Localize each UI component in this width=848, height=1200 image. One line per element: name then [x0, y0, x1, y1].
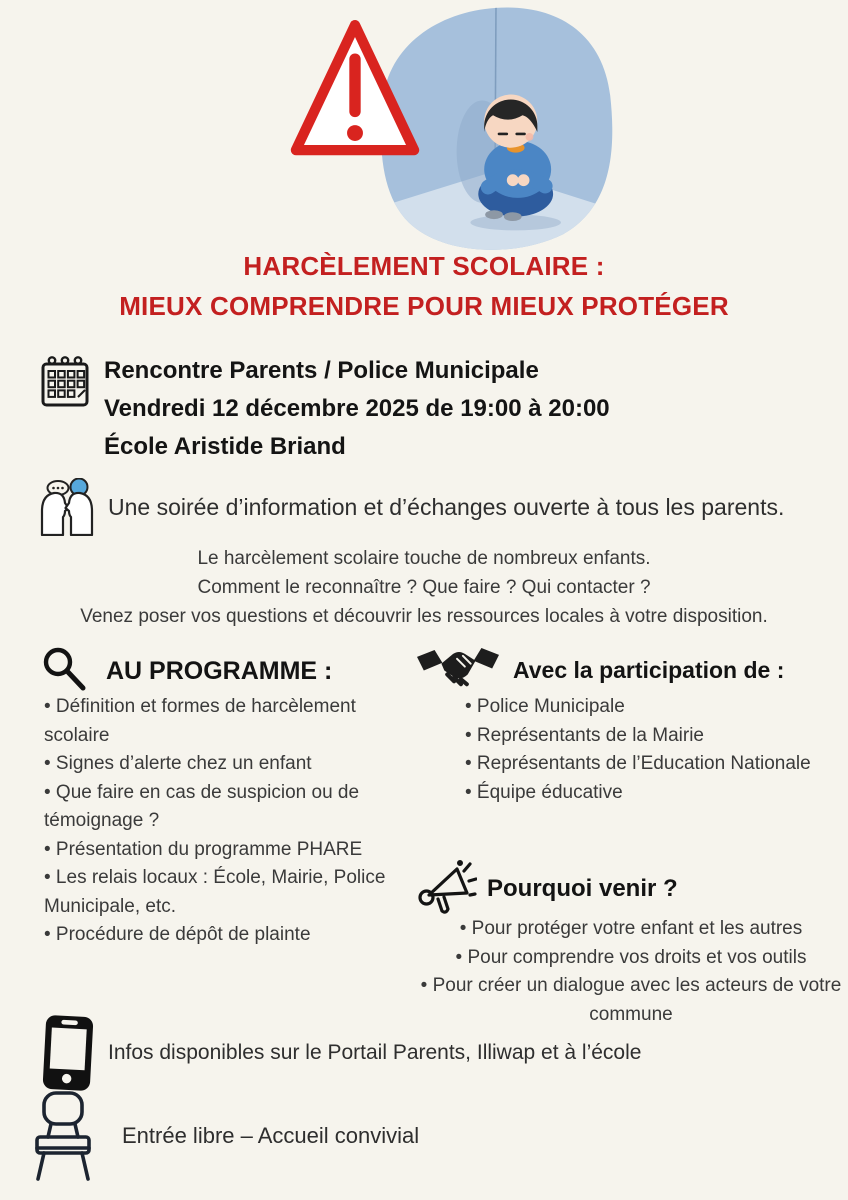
- list-item: • Procédure de dépôt de plainte: [44, 924, 311, 945]
- smartphone-icon: [40, 1013, 96, 1094]
- intro-row: [34, 478, 784, 536]
- list-item: Le harcèlement scolaire touche de nombreux enfants.: [197, 548, 651, 569]
- event-location: École Aristide Briand: [104, 433, 346, 460]
- list-item: • Représentants de l’Education Nationale: [465, 753, 811, 774]
- chair-icon: [30, 1090, 96, 1182]
- two-people-talking-icon: [34, 478, 100, 536]
- list-item: • Les relais locaux : École, Mairie, Police Municipale, etc.: [44, 867, 386, 917]
- event-details: [38, 352, 610, 466]
- why-list: [415, 915, 847, 1029]
- list-item: • Équipe éducative: [465, 781, 623, 803]
- megaphone-icon: [415, 859, 477, 919]
- magnifying-glass-icon: [42, 647, 90, 695]
- list-item: • Pour créer un dialogue avec les acteurs de votre commune: [420, 975, 842, 1025]
- entry-text: Entrée libre – Accueil convivial: [122, 1123, 420, 1148]
- why-heading: Pourquoi venir ?: [487, 875, 678, 902]
- entry-row: [30, 1090, 419, 1182]
- why-heading-row: [415, 859, 678, 919]
- program-list: [44, 693, 410, 950]
- title-line-2: MIEUX COMPRENDRE POUR MIEUX PROTÉGER: [119, 291, 729, 321]
- list-item: • Pour protéger votre enfant et les autres: [459, 918, 803, 939]
- list-item: • Pour comprendre vos droits et vos outils: [455, 946, 807, 968]
- participation-heading-row: [417, 648, 784, 693]
- participation-list: [465, 693, 833, 807]
- title-line-1: HARCÈLEMENT SCOLAIRE :: [243, 251, 605, 281]
- warning-triangle-icon: [286, 16, 424, 166]
- intro-text: Une soirée d’information et d’échanges ouverte à tous les parents.: [108, 493, 785, 520]
- list-item: • Signes d’alerte chez un enfant: [44, 753, 312, 774]
- event-title: Rencontre Parents / Police Municipale: [104, 357, 539, 384]
- participation-heading: Avec la participation de :: [513, 657, 785, 683]
- description: [0, 544, 848, 631]
- page-title: [0, 246, 848, 326]
- event-date: Vendredi 12 décembre 2025 de 19:00 à 20:00: [104, 395, 610, 422]
- program-heading-row: [42, 647, 332, 695]
- info-text: Infos disponibles sur le Portail Parents, Illiwap et à l’école: [108, 1041, 642, 1064]
- calendar-icon: [38, 354, 92, 410]
- handshake-icon: [417, 648, 499, 693]
- list-item: • Présentation du programme PHARE: [44, 838, 363, 860]
- program-heading: AU PROGRAMME :: [106, 656, 333, 685]
- info-row: [42, 1014, 641, 1092]
- list-item: • Que faire en cas de suspicion ou de témoignage ?: [44, 781, 360, 831]
- list-item: • Représentants de la Mairie: [465, 724, 704, 746]
- list-item: • Police Municipale: [465, 696, 625, 717]
- list-item: Comment le reconnaître ? Que faire ? Qui contacter ?: [197, 577, 651, 598]
- list-item: Venez poser vos questions et découvrir les ressources locales à votre disposition.: [80, 606, 768, 627]
- list-item: • Définition et formes de harcèlement scolaire: [44, 696, 356, 746]
